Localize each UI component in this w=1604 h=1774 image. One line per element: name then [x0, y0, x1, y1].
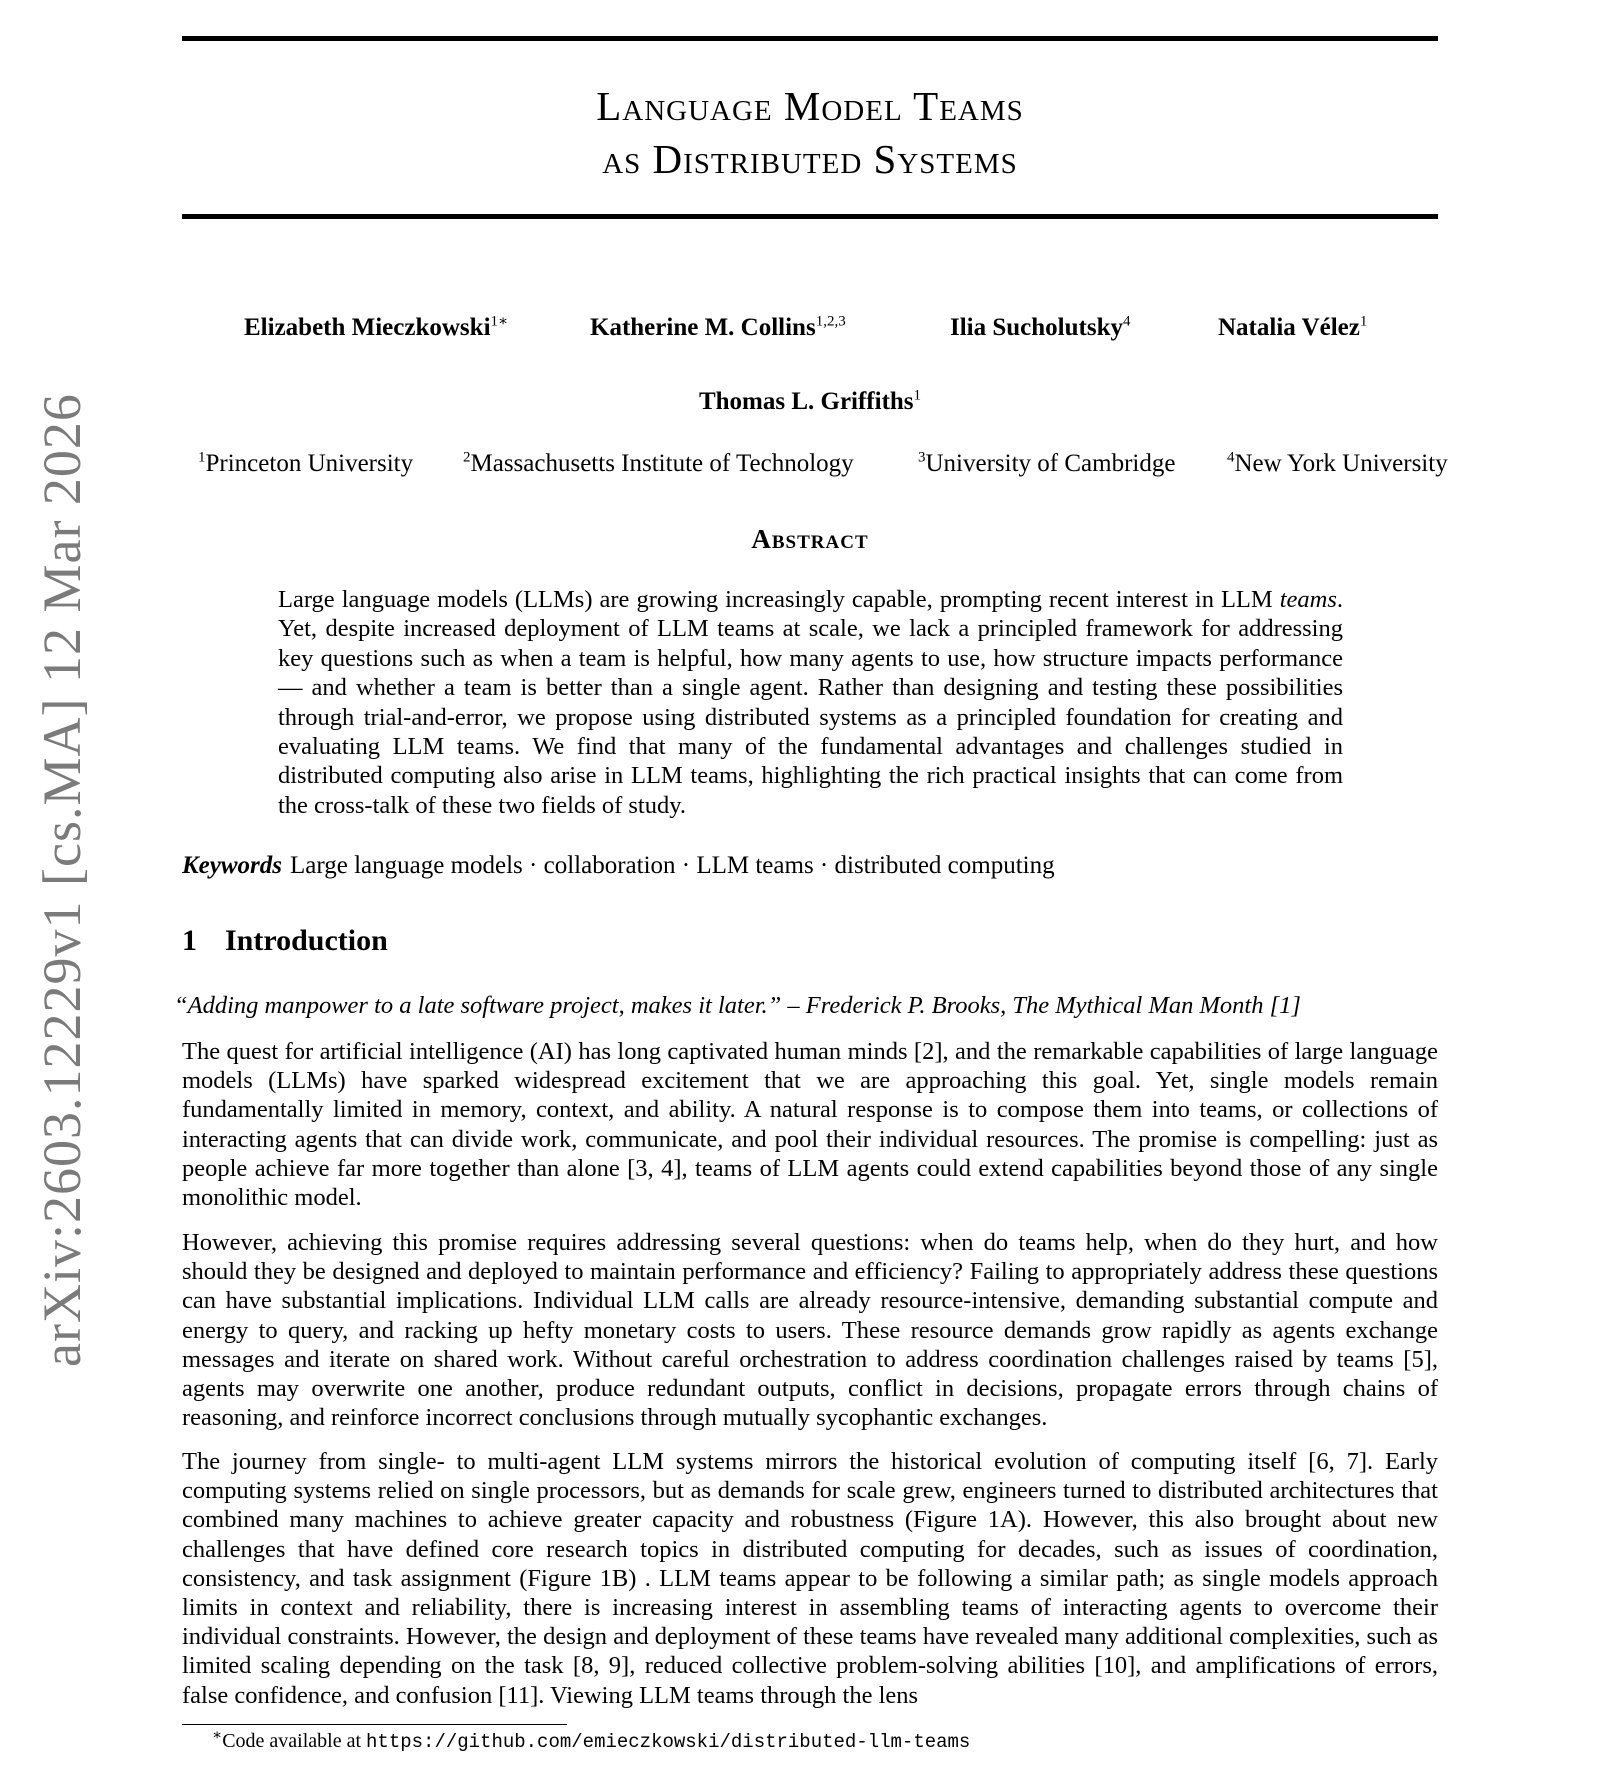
- footnote-text: Code available at: [222, 1730, 367, 1752]
- epigraph-quote: “Adding manpower to a late software project, makes it later.” – Frederick P. Brooks, The Mythical Man Month [1]: [174, 992, 1301, 1019]
- author-name: Ilia Sucholutsky: [950, 314, 1123, 341]
- affiliation: [463, 450, 854, 478]
- affiliation-name: University of Cambridge: [925, 450, 1176, 477]
- affiliation: [198, 450, 413, 478]
- footnote: [212, 1727, 971, 1753]
- author: [950, 314, 1131, 342]
- section-number: 1: [182, 924, 197, 957]
- author-name: Thomas L. Griffiths: [698, 388, 914, 415]
- author-affiliation-mark: 4: [1123, 313, 1131, 330]
- title-top-rule: [182, 36, 1438, 41]
- affiliation-mark: 2: [463, 449, 471, 466]
- affiliation-mark: 3: [918, 449, 926, 466]
- author-affiliation-mark: 1: [1359, 313, 1368, 330]
- arxiv-identifier: arXiv:2603.12229v1 [cs.MA] 12 Mar 2026: [32, 393, 92, 1367]
- footnote-rule: [182, 1724, 567, 1725]
- affiliation-name: New York University: [1234, 450, 1448, 477]
- keywords-label: Keywords: [182, 852, 282, 879]
- paper-title-line-1: Language Model Teams: [596, 83, 1024, 129]
- abstract-text: [278, 585, 1343, 820]
- keywords-list: Large language models · collaboration · LLM teams · distributed computing: [290, 852, 1055, 879]
- author-affiliation-mark: 1: [913, 387, 922, 404]
- title-bottom-rule: [182, 214, 1438, 219]
- affiliation: [918, 450, 1175, 478]
- paper-title-line-2: as Distributed Systems: [602, 136, 1018, 182]
- affiliation-mark: 4: [1227, 449, 1235, 466]
- body-paragraph: The quest for artificial intelligence (AI) has long captivated human minds [2], and the remarkable capabilities of large language models (LLMs) have sparked widespread excitement that we are approaching this goal. Yet, single models remain fundamentally limited in memory, context, and ability. A natural response is to compose them into teams, or collections of interacting agents that can divide work, communicate, and pool their individual resources. The promise is compelling: just as people achieve far more together than alone [3, 4], teams of LLM agents could extend capabilities beyond those of any single monolithic model.: [182, 1038, 1438, 1212]
- author: [699, 388, 921, 415]
- author: [1218, 314, 1367, 342]
- author: [590, 314, 846, 342]
- author: [244, 314, 508, 342]
- keywords: [182, 852, 1438, 880]
- abstract-text-rest: . Yet, despite increased deployment of LLM teams at scale, we lack a principled framework for addressing key questions such as when a team is helpful, how many agents to use, how structure impacts performance — and whether a team is better than a single agent. Rather than designing and testing these possibilities through trial-and-error, we propose using distributed systems as a principled foundation for creating and evaluating LLM teams. We find that many of the fundamental advantages and challenges studied in distributed computing also arise in LLM teams, highlighting the rich practical insights that can come from the cross-talk of these two fields of study.: [278, 586, 1343, 819]
- affiliation-mark: 1: [198, 449, 206, 466]
- abstract-heading: Abstract: [751, 524, 869, 554]
- author-name: Elizabeth Mieczkowski: [244, 314, 491, 341]
- author-list-second-row: [182, 388, 1438, 416]
- section-heading: [182, 924, 388, 958]
- affiliation-name: Massachusetts Institute of Technology: [470, 450, 854, 477]
- abstract-text-start: Large language models (LLMs) are growing increasingly capable, prompting recent interest in LLM: [278, 586, 1280, 613]
- author-affiliation-mark: 1,2,3: [815, 313, 846, 330]
- footnote-mark: ∗: [212, 1727, 223, 1744]
- author-affiliation-mark: 1∗: [490, 313, 509, 330]
- body-paragraph: The journey from single- to multi-agent LLM systems mirrors the historical evolution of computing itself [6, 7]. Early computing systems relied on single processors, but as demands for scale grew, engineers turned to distributed architectures that combined many machines to achieve greater capacity and robustness (Figure 1A). However, this also brought about new challenges that have defined core research topics in distributed computing for decades, such as issues of coordination, consistency, and task assignment (Figure 1B) . LLM teams appear to be following a similar path; as single models approach limits in context and reliability, there is increasing interest in assembling teams of interacting agents to overcome their individual constraints. However, the design and deployment of these teams have revealed many additional complexities, such as limited scaling depending on the task [8, 9], reduced collective problem-solving abilities [10], and amplifications of errors, false confidence, and confusion [11]. Viewing LLM teams through the lens: [182, 1448, 1438, 1709]
- body-paragraph: However, achieving this promise requires addressing several questions: when do teams help, when do they hurt, and how should they be designed and deployed to maintain performance and efficiency? Failing to appropriately address these questions can have substantial implications. Individual LLM calls are already resource-intensive, demanding substantial compute and energy to query, and racking up hefty monetary costs to users. These resource demands grow rapidly as agents exchange messages and iterate on shared work. Without careful orchestration to address coordination challenges raised by teams [5], agents may overwrite one another, produce redundant outputs, conflict in decisions, propagate errors through chains of reasoning, and reinforce incorrect conclusions through mutually sycophantic exchanges.: [182, 1229, 1438, 1432]
- affiliation-name: Princeton University: [205, 450, 414, 477]
- section-title: Introduction: [225, 924, 388, 957]
- author-name: Natalia Vélez: [1218, 314, 1360, 341]
- author-name: Katherine M. Collins: [590, 314, 816, 341]
- abstract-emphasis: teams: [1279, 586, 1337, 613]
- code-repository-link[interactable]: https://github.com/emieczkowski/distributed-llm-teams: [366, 1731, 971, 1753]
- arxiv-side-stamp: [32, 393, 92, 1367]
- affiliation: [1227, 450, 1448, 478]
